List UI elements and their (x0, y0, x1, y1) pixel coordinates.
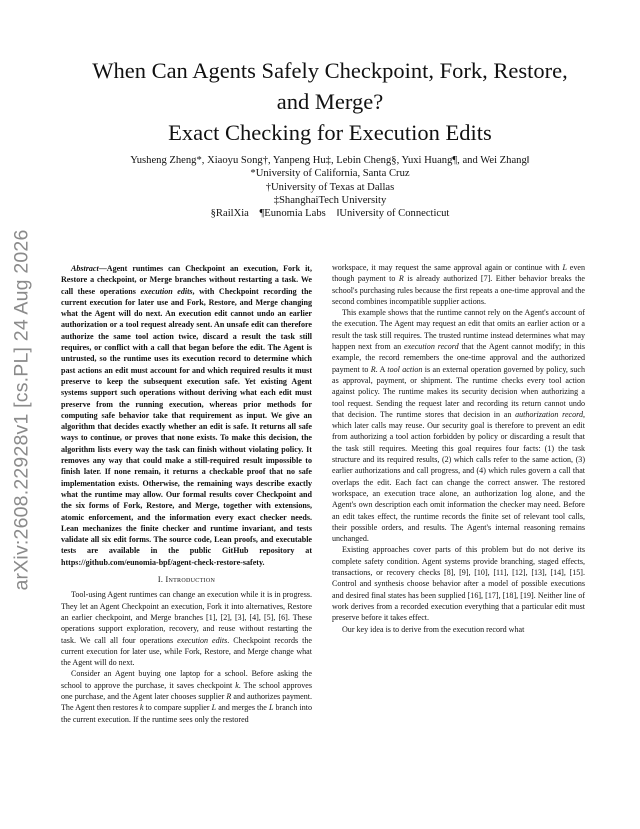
title-line-1: When Can Agents Safely Checkpoint, Fork, Restore, (92, 58, 568, 83)
paper-title (40, 55, 620, 148)
body-paragraph-runtime: This example shows that the runtime cannot rely on the Agent's account of the execution. The Agent may request an edit that omits an earlier action or a result the task still requires. The trusted runtime instead determines what may happen next from an execution record that the Agent cannot modify; in this example, the record remembers the one-time approval and the authorized payment to R. A tool action is an external operation governed by policy, such as approval, payment, or shipment. The runtime checks every tool action against policy. The runtime makes its security decision when authorizing a tool request. Sending the request later and recording its return cannot undo that decision. The runtime stores that decision in an authorization record, which later calls may reuse. Our security goal is therefore to prevent an edit from authorizing a tool action forbidden by policy or discarding a result that the task still requires. Meeting this goal requires four facts: (1) the task structure and its required results, (2) which calls refer to the same action, (3) earlier authorizations and call progress, and (4) which rules govern a call that overlaps the edit. Each fact can change the correct answer. The restored workspace, an execution trace alone, an authorization log alone, and the Agent's own description each omit information the checker may need. Before an edit takes effect, the runtime records the finite set of relevant tool calls, their possible orders, and results. The Agent's internal reasoning remains unchanged. (332, 308, 586, 544)
intro-paragraph-1: Tool-using Agent runtimes can change an execution while it is in progress. They let an Agent Checkpoint an execution, Fork it into alternatives, Restore an earlier checkpoint, and Merge branches [1], [2], [3], [4], [5], [6]. These operations support exploration, recovery, and reuse without restarting the task. We call all four operations execution edits. Checkpoint records the current execution for later use, while Fork, Restore, and Merge change what the Agent will do next. (61, 590, 312, 668)
body-paragraph-existing-approaches: Existing approaches cover parts of this problem but do not derive its complete safety condition. Agent systems provide branching, staged effects, transactions, or recovery checks [8], [9], [10], [11], [12], [13], [14], [15]. Control and synthesis choose behavior after a model of possible executions and desired final states has been supplied [16], [17], [18], [19]. Neither line of work derives from a recorded execution everything that a particular edit must preserve before it takes effect. (332, 545, 585, 623)
right-column (332, 262, 585, 635)
abstract: Abstract—Agent runtimes can Checkpoint an execution, Fork it, Restore a checkpoint, or Merge branches without restarting a task. We call these operations execution edits, with Checkpoint recording the current execution for later use and Fork, Restore, and Merge changing what the Agent will do next. An execution edit cannot undo an earlier authorization or a tool request already sent. An unsafe edit can therefore authorize the same tool action twice, discard a result the task still requires, or conflict with a call that began before the edit. The Agent is untrusted, so the runtime uses its execution record to determine which past actions an edit must account for and which required results it must preserve to keep the subsequent execution safe. Yet existing Agent systems support such operations without deriving what each edit must preserve from the running execution, whereas prior methods for computing safe behavior take that requirement as input. We give an algorithm that decides exactly whether an edit is safe. It returns all safe ways to continue, or proves that none exists. To make this decision, the algorithm lists every way the task can finish without violating policy. It removes any way that could make a still-required result impossible to finish later. If none remain, it returns a checkable proof that no safe implementation exists. Otherwise, the remaining ways describe exactly what the runtime may allow. Our formal results cover Checkpoint and the six forms of Fork, Restore, and Merge, together with extensions, atomic enforcement, and the information every exact checker needs. Lean mechanizes the finite checker and runtime invariant, and tests validate all six edit forms. The source code, Lean proofs, and executable tests are available in the public GitHub repository at https://github.com/eunomia-bpf/agent-check-restore-safety. (61, 264, 312, 567)
abstract-label: Abstract (71, 264, 99, 273)
body-paragraph-continued: workspace, it may request the same approval again or continue with L even though payment to R is already authorized [7]. Either behavior breaks the school's purchasing rules because the first repeats a one-time approval and the second combines incompatible supplier actions. (332, 263, 586, 306)
author-names: Yusheng Zheng*, Xiaoyu Song†, Yanpeng Hu‡, Lebin Cheng§, Yuxi Huang¶, and Wei Zhang‖ (130, 155, 530, 166)
arxiv-stamp-text: arXiv:2608.22928v1 [cs.PL] 24 Aug 2026 (10, 229, 33, 591)
title-line-2: and Merge? (276, 89, 384, 114)
arxiv-side-stamp (8, 150, 36, 670)
title-line-3: Exact Checking for Execution Edits (168, 120, 492, 145)
affiliation-4: §RailXia ¶Eunomia Labs ‖University of Connecticut (210, 208, 450, 220)
left-column (61, 263, 312, 725)
affiliation-1: *University of California, Santa Cruz (250, 168, 410, 180)
intro-paragraph-2: Consider an Agent buying one laptop for a school. Before asking the school to approve the purchase, it saves checkpoint k. The school approves one purchase, and the Agent later chooses supplier R and authorizes payment. The Agent then restores k to compare supplier L and merges the L branch into the current execution. If the runtime sees only the restored (61, 669, 312, 724)
body-paragraph-key-idea: Our key idea is to derive from the execution record what (342, 624, 525, 634)
author-block (40, 154, 620, 220)
affiliation-2: †University of Texas at Dallas (265, 181, 395, 193)
section-heading-introduction: I. Introduction (157, 575, 216, 585)
affiliation-3: ‡ShanghaiTech University (273, 194, 387, 206)
